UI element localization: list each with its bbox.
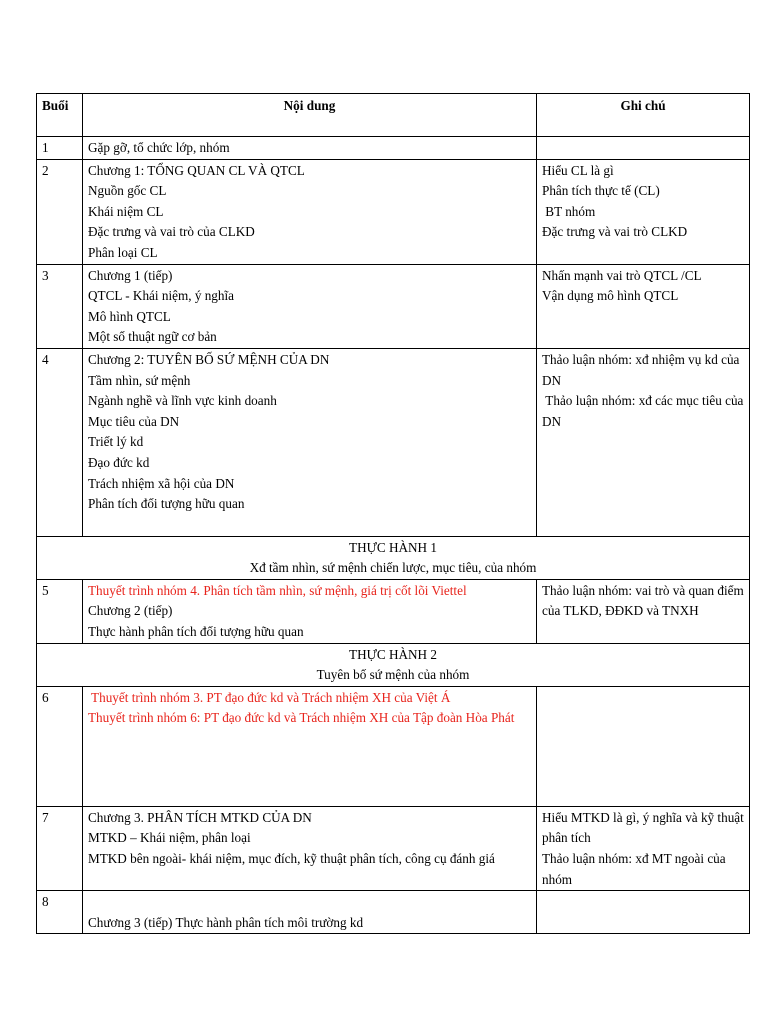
content-line: Chương 3 (tiếp) Thực hành phân tích môi trường kd xyxy=(88,914,364,930)
table-row xyxy=(37,579,750,643)
content-line: Chương 2: TUYÊN BỐ SỨ MỆNH CỦA DN xyxy=(88,351,330,367)
notes-line: BT nhóm xyxy=(542,203,596,219)
presentation-line: Thuyết trình nhóm 3. PT đạo đức kd và Trách nhiệm XH của Việt Á xyxy=(88,689,451,705)
content-cell xyxy=(83,159,537,264)
notes-cell xyxy=(537,891,750,934)
content-line: Triết lý kd xyxy=(88,434,144,450)
content-cell xyxy=(83,579,537,643)
content-line: Khái niệm CL xyxy=(88,203,164,219)
content-line: Tầm nhìn, sứ mệnh xyxy=(88,372,191,388)
header-content: Nội dung xyxy=(83,94,537,137)
content-line: QTCL - Khái niệm, ý nghĩa xyxy=(88,288,235,304)
course-schedule-table xyxy=(36,93,750,934)
content-cell xyxy=(83,891,537,934)
content-line: Trách nhiệm xã hội của DN xyxy=(88,475,235,491)
session-number: 5 xyxy=(37,579,83,643)
notes-line: Đặc trưng và vai trò CLKD xyxy=(542,224,688,240)
content-line: Phân loại CL xyxy=(88,244,158,260)
content-line: Phân tích đối tượng hữu quan xyxy=(88,496,245,512)
notes-line: Thảo luận nhóm: vai trò và quan điểm của TLKD, ĐĐKD và TNXH xyxy=(542,582,744,619)
table-row xyxy=(37,137,750,160)
notes-cell xyxy=(537,159,750,264)
content-line: Một số thuật ngữ cơ bản xyxy=(88,329,217,345)
notes-line: Hiểu CL là gì xyxy=(542,162,614,178)
content-line: Chương 1: TỔNG QUAN CL VÀ QTCL xyxy=(88,162,305,178)
content-line: Gặp gỡ, tổ chức lớp, nhóm xyxy=(88,140,230,155)
content-line: Ngành nghề và lĩnh vực kinh doanh xyxy=(88,393,277,409)
practice-row xyxy=(37,536,750,579)
content-line: MTKD bên ngoài- khái niệm, mục đích, kỹ thuật phân tích, công cụ đánh giá xyxy=(88,851,495,867)
notes-cell xyxy=(537,579,750,643)
notes-cell xyxy=(537,686,750,806)
session-number: 2 xyxy=(37,159,83,264)
notes-line: Nhấn mạnh vai trò QTCL /CL xyxy=(542,267,702,283)
table-row xyxy=(37,264,750,348)
content-line: Chương 3. PHÂN TÍCH MTKD CỦA DN xyxy=(88,809,312,825)
practice-description: Xđ tầm nhìn, sứ mệnh chiến lược, mục tiêu, của nhóm xyxy=(249,560,537,576)
practice-cell xyxy=(37,536,750,579)
session-number: 7 xyxy=(37,806,83,890)
notes-cell xyxy=(537,348,750,536)
content-line xyxy=(88,892,531,913)
content-line: Mô hình QTCL xyxy=(88,308,171,324)
content-line: Chương 1 (tiếp) xyxy=(88,267,173,283)
notes-line: Vận dụng mô hình QTCL xyxy=(542,288,679,304)
content-line: Nguồn gốc CL xyxy=(88,183,167,199)
content-line: Mục tiêu của DN xyxy=(88,413,180,429)
practice-description: Tuyên bố sứ mệnh của nhóm xyxy=(316,667,470,683)
notes-line: Phân tích thực tế (CL) xyxy=(542,183,660,199)
notes-line: Hiểu MTKD là gì, ý nghĩa và kỹ thuật phân tích xyxy=(542,809,744,846)
table-row xyxy=(37,348,750,536)
header-notes: Ghi chú xyxy=(537,94,750,137)
session-number: 4 xyxy=(37,348,83,536)
content-cell xyxy=(83,348,537,536)
table-row xyxy=(37,159,750,264)
session-number: 1 xyxy=(37,137,83,160)
practice-title: THỰC HÀNH 2 xyxy=(349,646,437,662)
content-cell xyxy=(83,806,537,890)
content-cell xyxy=(83,137,537,160)
session-number: 6 xyxy=(37,686,83,806)
content-line: Chương 2 (tiếp) xyxy=(88,603,173,619)
content-cell xyxy=(83,686,537,806)
content-line: Đặc trưng và vai trò của CLKD xyxy=(88,224,255,240)
session-number: 8 xyxy=(37,891,83,934)
content-line: MTKD – Khái niệm, phân loại xyxy=(88,830,251,846)
notes-cell xyxy=(537,137,750,160)
table-row xyxy=(37,686,750,806)
table-header-row xyxy=(37,94,750,137)
practice-cell xyxy=(37,643,750,686)
presentation-line: Thuyết trình nhóm 4. Phân tích tầm nhìn, sứ mệnh, giá trị cốt lõi Viettel xyxy=(88,582,467,598)
content-line: Thực hành phân tích đối tượng hữu quan xyxy=(88,624,304,640)
header-session: Buổi xyxy=(37,94,83,137)
content-cell xyxy=(83,264,537,348)
table-row xyxy=(37,891,750,934)
practice-title: THỰC HÀNH 1 xyxy=(349,539,437,555)
content-line: Đạo đức kd xyxy=(88,454,150,470)
notes-line: Thảo luận nhóm: xđ nhiệm vụ kd của DN xyxy=(542,351,740,388)
practice-row xyxy=(37,643,750,686)
notes-line: Thảo luận nhóm: xđ MT ngoài của nhóm xyxy=(542,851,726,887)
notes-line: Thảo luận nhóm: xđ các mục tiêu của DN xyxy=(542,393,747,429)
notes-cell xyxy=(537,264,750,348)
notes-cell xyxy=(537,806,750,890)
session-number: 3 xyxy=(37,264,83,348)
table-row xyxy=(37,806,750,890)
presentation-line: Thuyết trình nhóm 6: PT đạo đức kd và Trách nhiệm XH của Tập đoàn Hòa Phát xyxy=(88,710,515,726)
